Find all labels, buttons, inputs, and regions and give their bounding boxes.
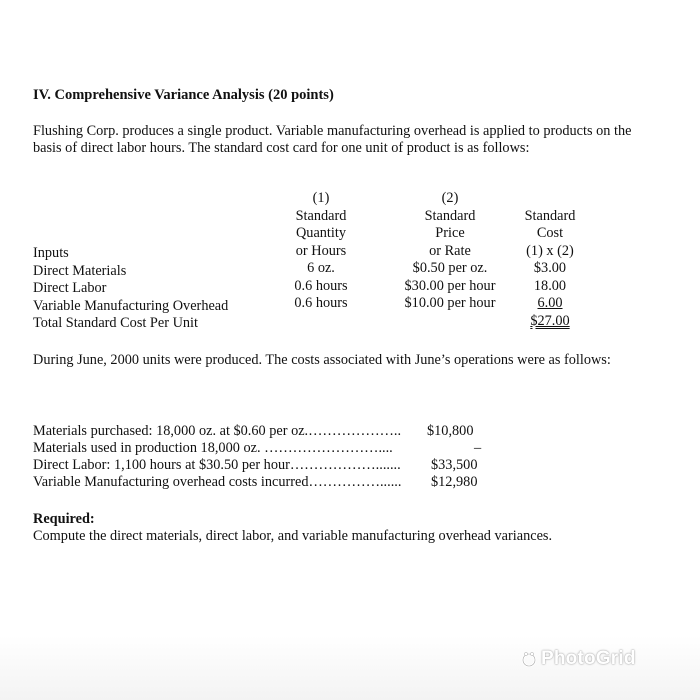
row-labels xyxy=(33,245,228,333)
june-amount-direct-labor: $33,500 xyxy=(431,457,478,473)
required-text: Compute the direct materials, direct labor, and variable manufacturing overhead variances. xyxy=(33,528,553,544)
col2-header-2: Standard xyxy=(424,207,476,224)
qty-direct-materials: 6 oz. xyxy=(307,260,335,276)
row-label-variable-overhead: Variable Manufacturing Overhead xyxy=(33,297,229,314)
row-label-direct-materials: Direct Materials xyxy=(33,262,127,279)
total-standard-cost: $27.00 xyxy=(530,312,570,329)
qty-direct-labor: 0.6 hours xyxy=(294,277,348,294)
row-label-total: Total Standard Cost Per Unit xyxy=(33,315,198,331)
column-standard-price xyxy=(394,190,506,313)
june-amount-variable-overhead: $12,980 xyxy=(431,474,478,490)
column-standard-quantity xyxy=(283,190,359,313)
col2-header-1: (2) xyxy=(441,190,459,206)
watermark-text: PhotoGrid xyxy=(541,648,636,669)
inputs-label: Inputs xyxy=(33,245,69,261)
column-standard-cost xyxy=(512,208,588,331)
june-amount-materials-purchased: $10,800 xyxy=(427,423,474,439)
col1-header-2: Standard xyxy=(295,207,347,224)
rate-direct-materials: $0.50 per oz. xyxy=(412,260,488,276)
col2-header-4: or Rate xyxy=(429,242,471,259)
june-line-materials-purchased: Materials purchased: 18,000 oz. at $0.60 per oz.……………….. xyxy=(33,423,402,439)
june-line-variable-overhead: Variable Manufacturing overhead costs incurred……………...... xyxy=(33,474,402,490)
col1-header-3: Quantity xyxy=(295,225,347,241)
photogrid-watermark xyxy=(521,646,636,672)
rate-variable-overhead: $10.00 per hour xyxy=(404,295,496,311)
cost-variable-overhead: 6.00 xyxy=(537,295,563,311)
qty-variable-overhead: 0.6 hours xyxy=(294,295,348,311)
intro-paragraph: Flushing Corp. produces a single product. Variable manufacturing overhead is applied to products on the basis of direct labor hours. The standard cost card for one unit of product is as follows: xyxy=(33,123,632,156)
cost-direct-labor: 18.00 xyxy=(533,277,567,294)
required-label: Required: xyxy=(33,511,95,527)
col1-header-1: (1) xyxy=(312,190,330,206)
col2-header-3: Price xyxy=(435,225,465,241)
rate-direct-labor: $30.00 per hour xyxy=(404,277,496,294)
june-paragraph: During June, 2000 units were produced. The costs associated with June’s operations were as follows: xyxy=(33,352,611,368)
row-label-direct-labor: Direct Labor xyxy=(33,280,107,296)
june-line-materials-used: Materials used in production 18,000 oz. …………………….... xyxy=(33,440,393,456)
col1-header-4: or Hours xyxy=(295,242,347,259)
photogrid-logo-icon xyxy=(521,651,537,667)
cost-direct-materials: $3.00 xyxy=(533,260,567,276)
col3-header-3: (1) x (2) xyxy=(526,242,574,259)
col3-header-1: Standard xyxy=(524,207,576,224)
june-amount-materials-used: – xyxy=(474,440,482,456)
june-line-direct-labor: Direct Labor: 1,100 hours at $30.50 per hour………………....... xyxy=(33,457,401,473)
col3-header-2: Cost xyxy=(536,225,564,241)
section-title: IV. Comprehensive Variance Analysis (20 points) xyxy=(33,87,334,103)
